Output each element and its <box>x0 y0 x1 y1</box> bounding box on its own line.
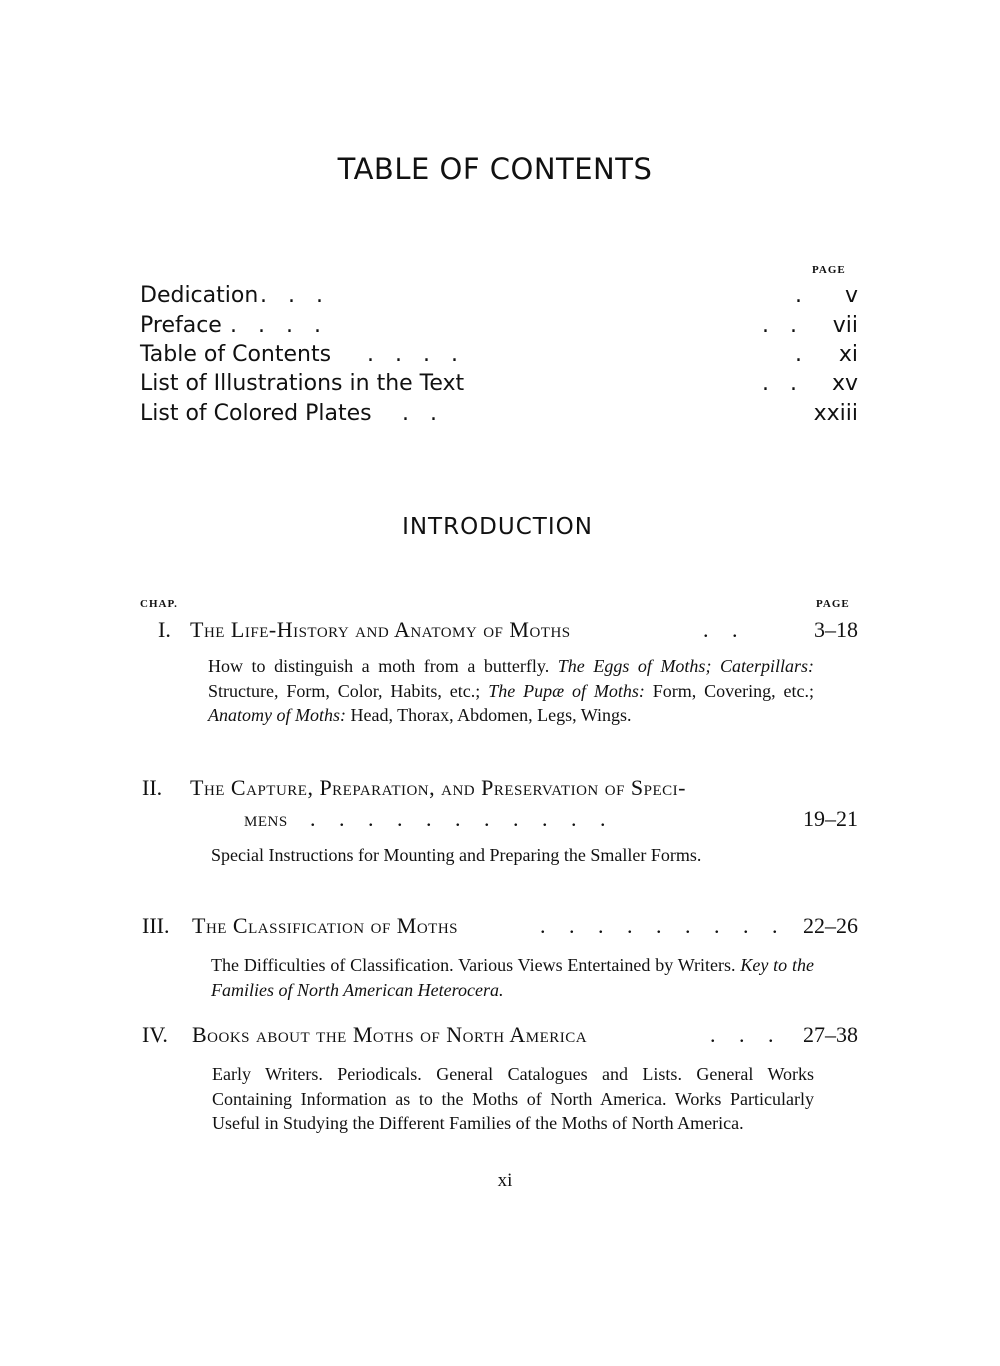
chapter-number: IV. <box>142 1022 168 1047</box>
page-column-heading: PAGE <box>812 264 846 276</box>
dot-leader: . <box>795 342 809 367</box>
dot-leader: . <box>795 283 809 308</box>
toc-entry-label: List of Colored Plates <box>140 401 372 426</box>
description-italic-text: The Eggs of Moths; Caterpillars: <box>557 656 814 676</box>
description-text: Form, Covering, etc.; <box>644 680 814 701</box>
toc-entry-label: List of Illustrations in the Text <box>140 371 465 396</box>
toc-entry-page: xv <box>831 371 858 396</box>
chapter-pages: 19–21 <box>803 806 858 831</box>
description-italic-text: The Pupæ of Moths: <box>488 680 645 701</box>
chapter-entry-2[interactable] <box>140 775 858 803</box>
dot-leader: . . . . <box>230 313 328 338</box>
chapter-column-heading: CHAP. <box>140 598 178 610</box>
dot-leader: . . . . . . . . . <box>540 913 787 938</box>
toc-entry-label: Dedication <box>140 283 259 308</box>
toc-entry-page: vii <box>832 313 858 338</box>
chapter-title: The Capture, Preparation, and Preservation of Speci- <box>190 775 686 800</box>
chapter-number: III. <box>142 913 170 938</box>
chapter-entry-4[interactable] <box>140 1022 858 1050</box>
chapter-number: II. <box>142 775 163 800</box>
chapter-number: I. <box>158 617 171 642</box>
toc-entry-list-of-illustrations[interactable] <box>140 371 858 401</box>
dot-leader: . . . <box>260 283 330 308</box>
description-italic-text: Anatomy of Moths: <box>208 705 346 725</box>
description-text: Special Instructions for Mounting and Preparing the Smaller Forms. <box>211 845 702 865</box>
description-text: Structure, Form, Color, Habits, etc.; <box>208 680 489 701</box>
description-text: Early Writers. Periodicals. General Catalogues and Lists. General Works Containing Information as to the Moths of North America. Works Particularly Useful in Studying the Different Families of the Moths of North America. <box>212 1064 814 1133</box>
chapter-pages: 22–26 <box>803 913 858 938</box>
chapter-title-continued: mens <box>244 806 288 831</box>
chapter-entry-1[interactable] <box>140 617 858 645</box>
page-column-heading: PAGE <box>816 598 850 610</box>
toc-entry-label: Table of Contents <box>140 342 332 367</box>
toc-entry-page: xxiii <box>813 401 858 426</box>
toc-entry-list-of-colored-plates[interactable] <box>140 401 858 431</box>
chapter-entry-2-continuation[interactable] <box>140 806 858 834</box>
description-italic-text: Key to the Families of North American Heterocera. <box>211 955 814 1000</box>
page-number: xi <box>497 1170 513 1191</box>
dot-leader: . . . . . . . . . . . <box>310 806 615 831</box>
toc-entry-label: Preface <box>140 313 222 338</box>
description-text: The Difficulties of Classification. Various Views Entertained by Writers. <box>211 955 741 975</box>
page-title: TABLE OF CONTENTS <box>337 152 653 186</box>
dot-leader: . . . . <box>367 342 465 367</box>
chapter-description <box>212 1062 814 1136</box>
toc-entry-preface[interactable] <box>140 313 858 343</box>
dot-leader: . . <box>402 401 444 426</box>
chapter-title: The Classification of Moths <box>192 913 459 938</box>
toc-entry-dedication[interactable] <box>140 283 858 313</box>
chapter-description <box>208 654 814 728</box>
chapter-pages: 3–18 <box>814 617 858 642</box>
toc-entry-table-of-contents[interactable] <box>140 342 858 372</box>
dot-leader: . . <box>762 313 804 338</box>
toc-entry-page: v <box>844 283 858 308</box>
dot-leader: . . . <box>710 1022 783 1047</box>
dot-leader: . . <box>703 617 747 642</box>
chapter-title: The Life-History and Anatomy of Moths <box>190 617 571 642</box>
chapter-pages: 27–38 <box>803 1022 858 1047</box>
description-text: How to distinguish a moth from a butterfly. <box>208 656 558 676</box>
chapter-description <box>211 843 814 868</box>
dot-leader: . . <box>762 371 804 396</box>
chapter-entry-3[interactable] <box>140 913 858 941</box>
section-heading: INTRODUCTION <box>402 514 593 540</box>
description-text: Head, Thorax, Abdomen, Legs, Wings. <box>345 705 632 725</box>
toc-entry-page: xi <box>838 342 858 367</box>
chapter-title: Books about the Moths of North America <box>192 1022 588 1047</box>
chapter-description <box>211 953 814 1002</box>
